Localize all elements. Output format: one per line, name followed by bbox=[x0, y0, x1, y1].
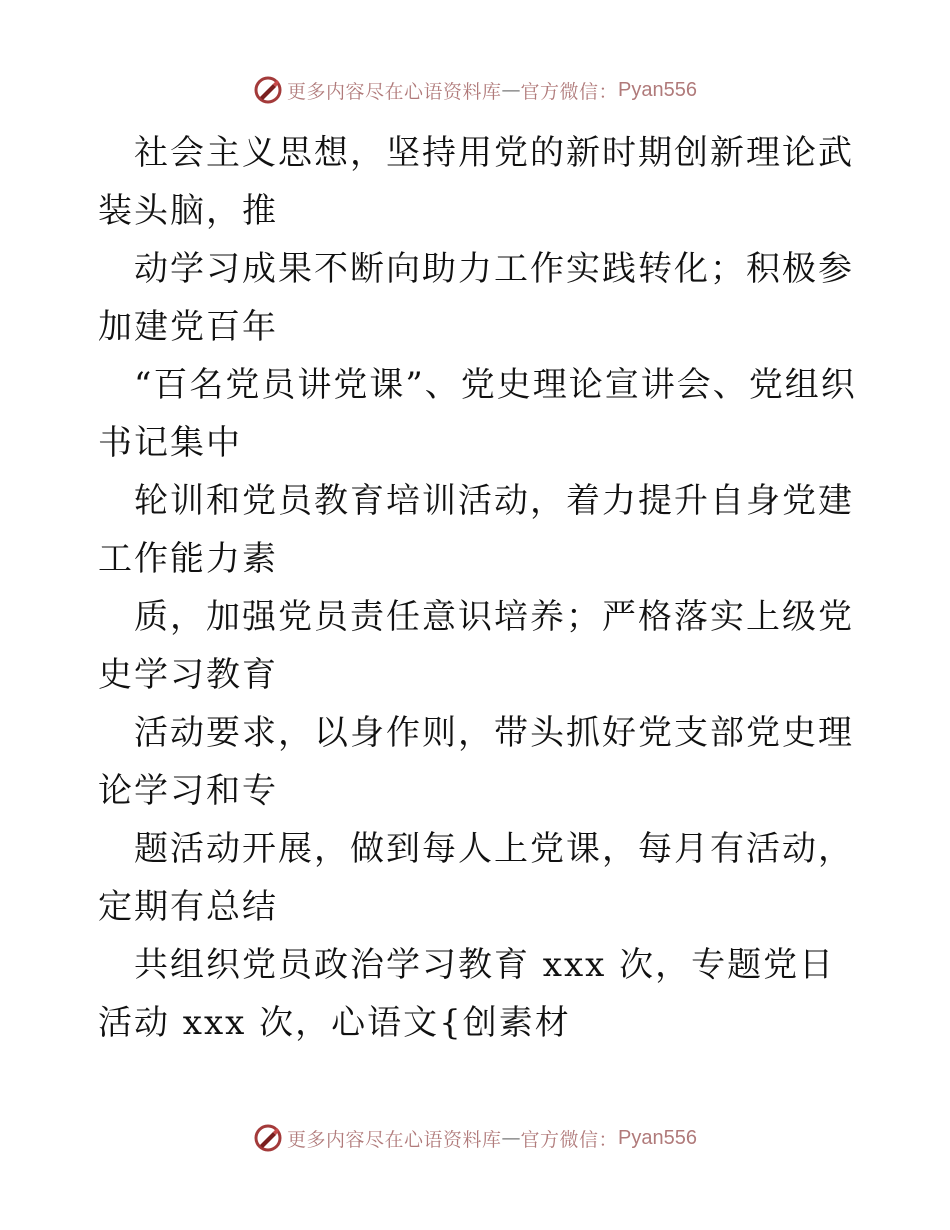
watermark-label: 官方微信： bbox=[520, 1128, 619, 1151]
body-paragraph: 动学习成果不断向助力工作实践转化；积极参加建党百年 bbox=[98, 249, 854, 347]
document-body bbox=[98, 124, 858, 1052]
body-paragraph: “百名党员讲党课”、党史理论宣讲会、党组织书记集中 bbox=[98, 365, 857, 463]
body-paragraph: 质，加强党员责任意识培养；严格落实上级党史学习教育 bbox=[98, 597, 854, 695]
watermark-separator: — bbox=[501, 79, 521, 101]
watermark-wechat-id: Pyan556 bbox=[618, 1126, 697, 1149]
header-watermark bbox=[0, 70, 950, 110]
ink-brush-logo-icon bbox=[253, 1123, 283, 1153]
body-paragraph: 活动要求，以身作则，带头抓好党支部党史理论学习和专 bbox=[98, 713, 854, 811]
footer-watermark bbox=[0, 1118, 950, 1158]
watermark-separator: — bbox=[501, 1127, 521, 1149]
body-paragraph: 共组织党员政治学习教育 xxx 次，专题党日活动 xxx 次，心语文{创素材 bbox=[98, 945, 836, 1043]
watermark-wechat-id: Pyan556 bbox=[618, 78, 697, 101]
body-paragraph: 题活动开展，做到每人上党课，每月有活动，定期有总结 bbox=[98, 829, 854, 927]
watermark-label: 官方微信： bbox=[520, 80, 619, 103]
watermark-main-text: 更多内容尽在心语资料库 bbox=[287, 1128, 502, 1151]
body-paragraph: 轮训和党员教育培训活动，着力提升自身党建工作能力素 bbox=[98, 481, 854, 579]
watermark-main-text: 更多内容尽在心语资料库 bbox=[287, 80, 502, 103]
body-paragraph: 社会主义思想，坚持用党的新时期创新理论武装头脑，推 bbox=[98, 133, 854, 231]
ink-brush-logo-icon bbox=[253, 75, 283, 105]
